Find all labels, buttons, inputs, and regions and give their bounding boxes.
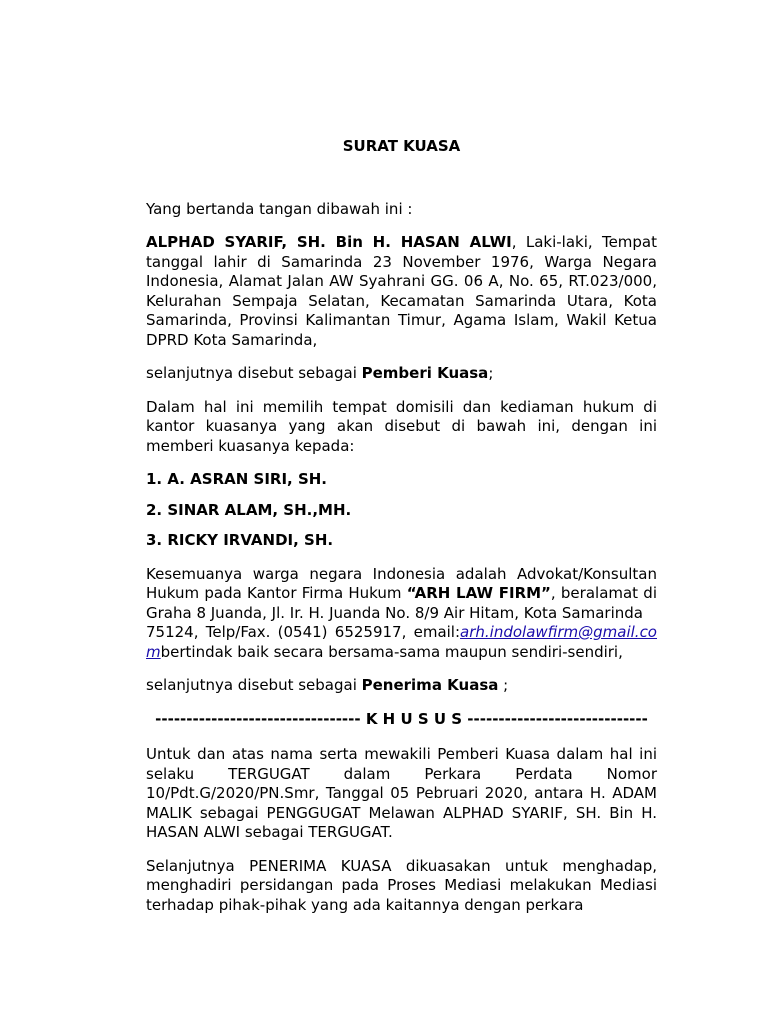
grantor-details: , Laki-laki, Tempat tanggal lahir di Samarinda 23 November 1976, Warga Negara Indonesia, Alamat Jalan AW Syahrani GG. 06 A, No. 65, RT.023/000, Kelurahan Sempaja Selatan, Kecamatan Samarinda Utara, Kota Samarinda, Provinsi Kalimantan Timur, Agama Islam, Wakil Ketua DPRD Kota Samarinda,	[146, 233, 658, 349]
pemberi-suffix: ;	[488, 364, 494, 382]
penerima-prefix: selanjutnya disebut sebagai	[146, 676, 362, 694]
document-title: SURAT KUASA	[342, 137, 461, 155]
penerima-term: Penerima Kuasa	[361, 676, 499, 694]
special-paragraph: Untuk dan atas nama serta mewakili Pemberi Kuasa dalam hal ini selaku TERGUGAT dalam Perkara Perdata Nomor 10/Pdt.G/2020/PN.Smr, Tanggal 05 Pebruari 2020, antara H. ADAM MALIK sebagai PENGGUGAT Melawan ALPHAD SYARIF, SH. Bin H. HASAN ALWI sebagai TERGUGAT.	[146, 745, 657, 841]
document-page	[146, 137, 657, 929]
firm-paragraph	[146, 565, 657, 663]
firm-suffix: bertindak baik secara bersama-sama maupun sendiri-sendiri,	[160, 642, 623, 661]
pemberi-kuasa-line	[146, 364, 657, 384]
penerima-kuasa-line	[146, 676, 657, 696]
firm-prefix: Kesemuanya warga negara Indonesia adalah Advokat/Konsultan Hukum pada Kantor Firma Hukum	[146, 564, 657, 602]
pemberi-prefix: selanjutnya disebut sebagai	[146, 364, 362, 382]
pemberi-term: Pemberi Kuasa	[361, 364, 489, 382]
email-link[interactable]: arh.indolawfirm@gmail.com	[146, 623, 657, 661]
mandate-paragraph: Selanjutnya PENERIMA KUASA dikuasakan untuk menghadap, menghadiri persidangan pada Proses Mediasi melakukan Mediasi terhadap pihak-pihak yang ada kaitannya dengan perkara	[146, 856, 657, 914]
attorney-item: 3. RICKY IRVANDI, SH.	[146, 531, 334, 549]
grantor-name: ALPHAD SYARIF, SH. Bin H. HASAN ALWI	[146, 233, 512, 251]
attorney-item: 2. SINAR ALAM, SH.,MH.	[146, 500, 352, 519]
domicile-paragraph: Dalam hal ini memilih tempat domisili dan kediaman hukum di kantor kuasanya yang akan disebut di bawah ini, dengan ini memberi kuasanya kepada:	[146, 397, 657, 455]
firm-address: , beralamat di Graha 8 Juanda, Jl. Ir. H. Juanda No. 8/9 Air Hitam, Kota Samarinda	[146, 584, 657, 622]
grantor-paragraph	[146, 233, 657, 350]
attorney-item: 1. A. ASRAN SIRI, SH.	[146, 470, 328, 488]
khusus-separator: --------------------------------- K H U S U S -----------------------------	[155, 709, 648, 728]
intro-line: Yang bertanda tangan dibawah ini :	[146, 199, 413, 218]
firm-contact: 75124, Telp/Fax. (0541) 6525917, email:	[146, 623, 461, 641]
penerima-suffix: ;	[498, 676, 509, 694]
firm-name: “ARH LAW FIRM”	[406, 584, 551, 602]
